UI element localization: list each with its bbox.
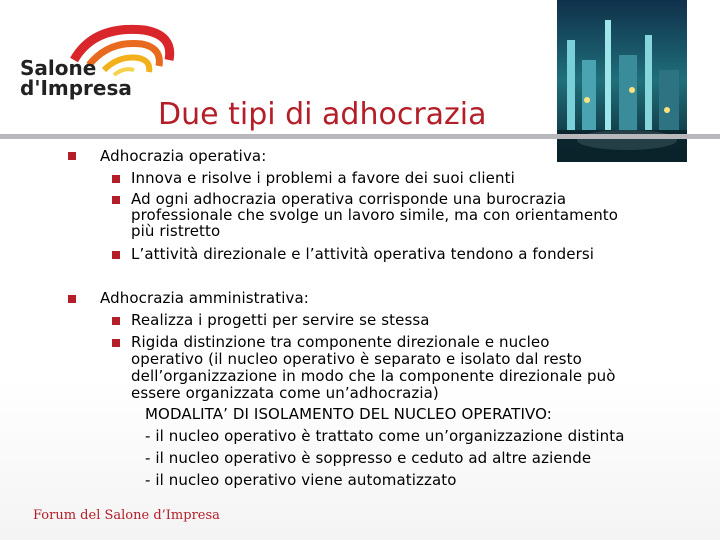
bullet-item: Adhocrazia operativa: (100, 147, 267, 165)
bullet-icon (112, 196, 120, 204)
sub-bullet-item: Rigida distinzione tra componente direzionale e nucleo (131, 333, 550, 351)
sub-bullet-item-cont: essere organizzata come un’adhocrazia) (131, 384, 439, 402)
note-heading: MODALITA’ DI ISOLAMENTO DEL NUCLEO OPERATIVO: (145, 405, 552, 423)
bullet-icon (112, 251, 120, 259)
logo-line1: Salone (20, 56, 97, 80)
bullet-icon (112, 317, 120, 325)
note-item: - il nucleo operativo è trattato come un’organizzazione distinta (145, 427, 625, 445)
bullet-item: Adhocrazia amministrativa: (100, 289, 309, 307)
title-divider (0, 134, 720, 139)
sub-bullet-item: Ad ogni adhocrazia operativa corrisponde una burocrazia (131, 190, 567, 208)
sub-bullet-item: Innova e risolve i problemi a favore dei suoi clienti (131, 169, 515, 187)
logo-line2: d'Impresa (20, 76, 132, 100)
sub-bullet-item-cont: operativo (il nucleo operativo è separato e isolato dal resto (131, 350, 582, 368)
bullet-icon (112, 175, 120, 183)
sub-bullet-item: L’attività direzionale e l’attività operativa tendono a fondersi (131, 245, 595, 263)
sub-bullet-item: Realizza i progetti per servire se stessa (131, 311, 430, 329)
bullet-icon (112, 339, 120, 347)
sub-bullet-item-cont: professionale che svolge un lavoro simile, ma con orientamento (131, 206, 619, 224)
sub-bullet-item-cont: dell’organizzazione in modo che la componente direzionale può (131, 367, 616, 385)
sub-bullet-item-cont: più ristretto (131, 222, 221, 240)
bullet-icon (68, 152, 76, 160)
note-item: - il nucleo operativo viene automatizzato (145, 471, 457, 489)
note-item: - il nucleo operativo è soppresso e ceduto ad altre aziende (145, 449, 592, 467)
bullet-icon (68, 295, 76, 303)
slide-title: Due tipi di adhocrazia (158, 97, 487, 132)
salone-impresa-logo (14, 20, 176, 102)
footer-text: Forum del Salone d’Impresa (33, 508, 220, 523)
